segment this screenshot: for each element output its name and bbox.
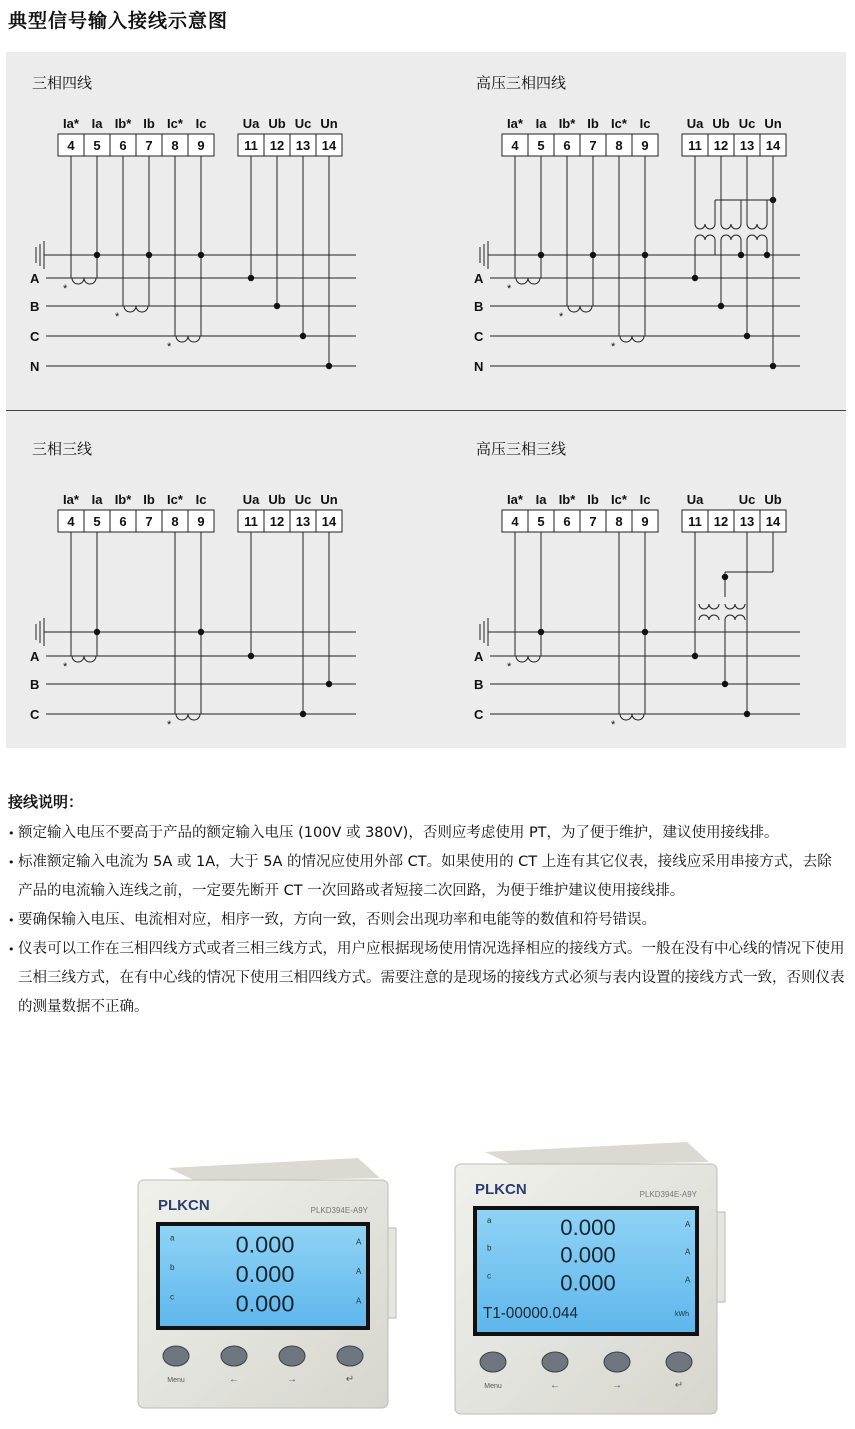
diagram-hv-3p4w [474,116,800,374]
ct-coil [568,306,592,312]
terminal-number: 5 [537,138,545,153]
terminal-number: 13 [295,514,311,529]
meter-casing [485,1142,709,1166]
lcd-energy-reading: T1-00000.044 [483,1305,578,1323]
terminal-number: 11 [688,138,702,153]
terminal-number: 12 [269,514,285,529]
button-label: → [287,1374,297,1385]
button-label: Menu [484,1383,502,1390]
terminal-label: Ia* [507,116,523,131]
terminal-number: 6 [119,514,127,529]
junction-dot [692,275,698,281]
terminal-number: 13 [739,138,755,153]
diagram-title-hv-3p4w: 高压三相四线 [476,74,567,92]
notes-heading: 接线说明： [8,793,84,811]
phase-label: B [30,677,40,692]
terminal-label: Ib [587,492,599,507]
terminal-label: Ua [686,116,704,131]
model-label: PLKD394E-A9Y [639,1190,697,1199]
phase-label: C [30,329,40,344]
ct-coil [176,336,200,342]
junction-dot [274,303,280,309]
ct-coil [620,714,644,720]
pt-coil [747,235,767,240]
terminal-label: Ia [535,116,547,131]
terminal-number: 6 [119,138,127,153]
product-photos [0,1120,855,1429]
polarity-mark: * [167,341,172,353]
terminal-number: 6 [563,514,571,529]
terminal-number: 5 [93,138,101,153]
terminal-label: Uc [738,116,756,131]
meter-button [337,1346,363,1366]
terminal-label: Ic* [167,116,183,131]
meter-button [221,1346,247,1366]
junction-dot [326,363,332,369]
meter-button [666,1352,692,1372]
terminal-label: Ic* [167,492,183,507]
polarity-mark: * [63,283,68,295]
lcd-phase-label: b [170,1262,175,1272]
junction-dot [738,252,744,258]
junction-dot [722,681,728,687]
junction-dot [722,574,728,580]
terminal-number: 12 [269,138,285,153]
polarity-mark: * [115,311,120,323]
terminal-label: Ib* [114,116,132,131]
polarity-mark: * [611,719,616,731]
note-item: • 额定输入电压不要高于产品的额定输入电压 (100V 或 380V)，否则应考虑使用 PT，为了便于维护，建议使用接线排。 [8,819,846,848]
diagram-hv-3p3w [474,492,800,731]
junction-dot [538,629,544,635]
lcd-reading: 0.000 [235,1290,295,1317]
ct-coil [72,656,96,662]
pt-coil [695,235,715,240]
junction-dot [248,275,254,281]
ct-coil [516,656,540,662]
terminal-number: 4 [511,514,519,529]
ct-coil [176,714,200,720]
terminal-number: 14 [321,138,337,153]
terminal-label: Ib [587,116,599,131]
terminal-label: Un [764,116,782,131]
terminal-label: Ua [686,492,704,507]
button-label: → [612,1380,622,1391]
terminal-number: 7 [589,514,597,529]
phase-label: B [30,299,40,314]
junction-dot [538,252,544,258]
model-label: PLKD394E-A9Y [310,1206,368,1215]
terminal-number: 5 [93,514,101,529]
lcd-reading: 0.000 [235,1260,295,1287]
terminal-number: 11 [688,514,702,529]
junction-dot [300,333,306,339]
diagram-title-hv-3p3w: 高压三相三线 [476,440,567,458]
terminal-label: Ia* [507,492,523,507]
lcd-reading: 0.000 [560,1214,616,1240]
phase-label: C [30,707,40,722]
meter-button [542,1352,568,1372]
lcd-energy-unit: kWh [675,1311,689,1319]
terminal-number: 11 [244,138,258,153]
terminal-label: Ia* [63,492,79,507]
terminal-label: Uc [294,492,312,507]
pt-coil [695,224,715,229]
ct-coil [124,306,148,312]
junction-dot [146,252,152,258]
junction-dot [718,303,724,309]
terminal-number: 4 [67,514,75,529]
phase-label: A [474,271,484,286]
polarity-mark: * [507,661,512,673]
terminal-label: Ub [268,492,286,507]
terminal-number: 12 [713,138,729,153]
junction-dot [300,711,306,717]
meter-button [480,1352,506,1372]
note-item: • 标准额定输入电流为 5A 或 1A，大于 5A 的情况应使用外部 CT。如果使用的 CT 上连有其它仪表，接线应采用串接方式，去除产品的电流输入连线之前，一定要先断开 CT 一次回路或者短接二次回路，为便于维护建议使用接线排。 [8,848,846,906]
lcd-phase-label: c [487,1271,491,1281]
junction-dot [642,629,648,635]
terminal-label: Ib* [558,492,576,507]
terminal-number: 4 [67,138,75,153]
junction-dot [692,653,698,659]
phase-label: A [30,649,40,664]
lcd-reading: 0.000 [560,1242,616,1268]
terminal-number: 14 [765,514,781,529]
terminal-number: 9 [197,138,205,153]
phase-label: B [474,677,484,692]
pt-coil [721,224,741,229]
pt-coil [725,615,745,620]
terminal-number: 13 [739,514,755,529]
junction-dot [744,333,750,339]
meter-photo [138,1158,396,1408]
button-label: ← [229,1374,239,1385]
terminal-number: 5 [537,514,545,529]
button-label: ↵ [674,1380,684,1391]
phase-label: A [474,649,484,664]
diagram-title-3p4w: 三相四线 [32,74,93,92]
junction-dot [642,252,648,258]
terminal-number: 9 [641,514,649,529]
ct-coil [620,336,644,342]
lcd-unit: A [356,1237,362,1247]
terminal-number: 6 [563,138,571,153]
polarity-mark: * [63,661,68,673]
terminal-number: 8 [171,514,179,529]
terminal-number: 8 [171,138,179,153]
button-label: ← [550,1380,560,1391]
note-item: • 仪表可以工作在三相四线方式或者三相三线方式，用户应根据现场使用情况选择相应的接线方式。一般在没有中心线的情况下使用三相三线方式，在有中心线的情况下使用三相四线方式。需要注意的是现场的接线方式必须与表内设置的接线方式一致，否则仪表的测量数据不正确。 [8,935,846,1022]
page-title: 典型信号输入接线示意图 [8,10,229,32]
lcd-unit: A [356,1266,362,1276]
terminal-label: Ia* [63,116,79,131]
terminal-number: 13 [295,138,311,153]
terminal-number: 12 [713,514,729,529]
phase-label: C [474,707,484,722]
diagram-3p4w [30,116,356,374]
meter-casing [168,1158,380,1182]
lcd-reading: 0.000 [235,1231,295,1258]
phase-label: N [30,359,40,374]
lcd-unit: A [685,1219,691,1229]
terminal-label: Ic [639,116,651,131]
junction-dot [94,629,100,635]
lcd-phase-label: a [487,1215,492,1225]
lcd-unit: A [685,1275,691,1285]
meter-photo [455,1142,725,1414]
terminal-label: Ub [764,492,782,507]
terminal-label: Ua [242,116,260,131]
lcd-unit: A [685,1247,691,1257]
terminal-number: 7 [145,514,153,529]
pt-coil [699,615,719,620]
terminal-number: 4 [511,138,519,153]
terminal-number: 14 [765,138,781,153]
junction-dot [248,653,254,659]
junction-dot [764,252,770,258]
pt-coil [725,604,745,609]
terminal-number: 9 [197,514,205,529]
wiring-diagrams-svg [6,52,846,748]
pt-coil [747,224,767,229]
phase-label: C [474,329,484,344]
lcd-unit: A [356,1296,362,1306]
terminal-label: Ia [91,116,103,131]
polarity-mark: * [611,341,616,353]
terminal-label: Uc [294,116,312,131]
polarity-mark: * [559,311,564,323]
terminal-number: 11 [244,514,258,529]
meter-button [604,1352,630,1372]
pt-coil [699,604,719,609]
terminal-label: Ib* [114,492,132,507]
terminal-number: 8 [615,514,623,529]
junction-dot [770,363,776,369]
terminal-label: Ib* [558,116,576,131]
wiring-diagram-panel [6,52,846,748]
terminal-label: Ub [712,116,730,131]
terminal-number: 9 [641,138,649,153]
terminal-number: 8 [615,138,623,153]
ct-coil [72,278,96,284]
meter-button [279,1346,305,1366]
terminal-label: Ic [195,116,207,131]
note-item: • 要确保输入电压、电流相对应，相序一致，方向一致，否则会出现功率和电能等的数值和符号错误。 [8,906,846,935]
terminal-number: 7 [145,138,153,153]
terminal-number: 7 [589,138,597,153]
terminal-number: 14 [321,514,337,529]
terminal-label: Ic [195,492,207,507]
diagram-3p3w [30,492,356,731]
terminal-label: Ic* [611,116,627,131]
terminal-label: Un [320,492,338,507]
meter-button [163,1346,189,1366]
lcd-reading: 0.000 [560,1270,616,1296]
terminal-label: Ub [268,116,286,131]
junction-dot [590,252,596,258]
terminal-label: Ic* [611,492,627,507]
lcd-phase-label: b [487,1243,492,1253]
lcd-phase-label: a [170,1233,175,1243]
terminal-label: Ia [91,492,103,507]
polarity-mark: * [507,283,512,295]
polarity-mark: * [167,719,172,731]
terminal-label: Un [320,116,338,131]
terminal-label: Ic [639,492,651,507]
brand-logo: PLKCN [158,1197,210,1214]
junction-dot [198,629,204,635]
junction-dot [326,681,332,687]
terminal-label: Ia [535,492,547,507]
lcd-phase-label: c [170,1292,174,1302]
ct-coil [516,278,540,284]
button-label: Menu [167,1377,185,1384]
terminal-label: Uc [738,492,756,507]
terminal-label: Ib [143,492,155,507]
wiring-notes [8,788,846,1022]
phase-label: N [474,359,484,374]
junction-dot [744,711,750,717]
junction-dot [94,252,100,258]
phase-label: A [30,271,40,286]
brand-logo: PLKCN [475,1181,527,1198]
terminal-label: Ua [242,492,260,507]
junction-dot [198,252,204,258]
terminal-label: Ib [143,116,155,131]
diagram-title-3p3w: 三相三线 [32,440,93,458]
pt-coil [721,235,741,240]
button-label: ↵ [345,1374,355,1385]
phase-label: B [474,299,484,314]
